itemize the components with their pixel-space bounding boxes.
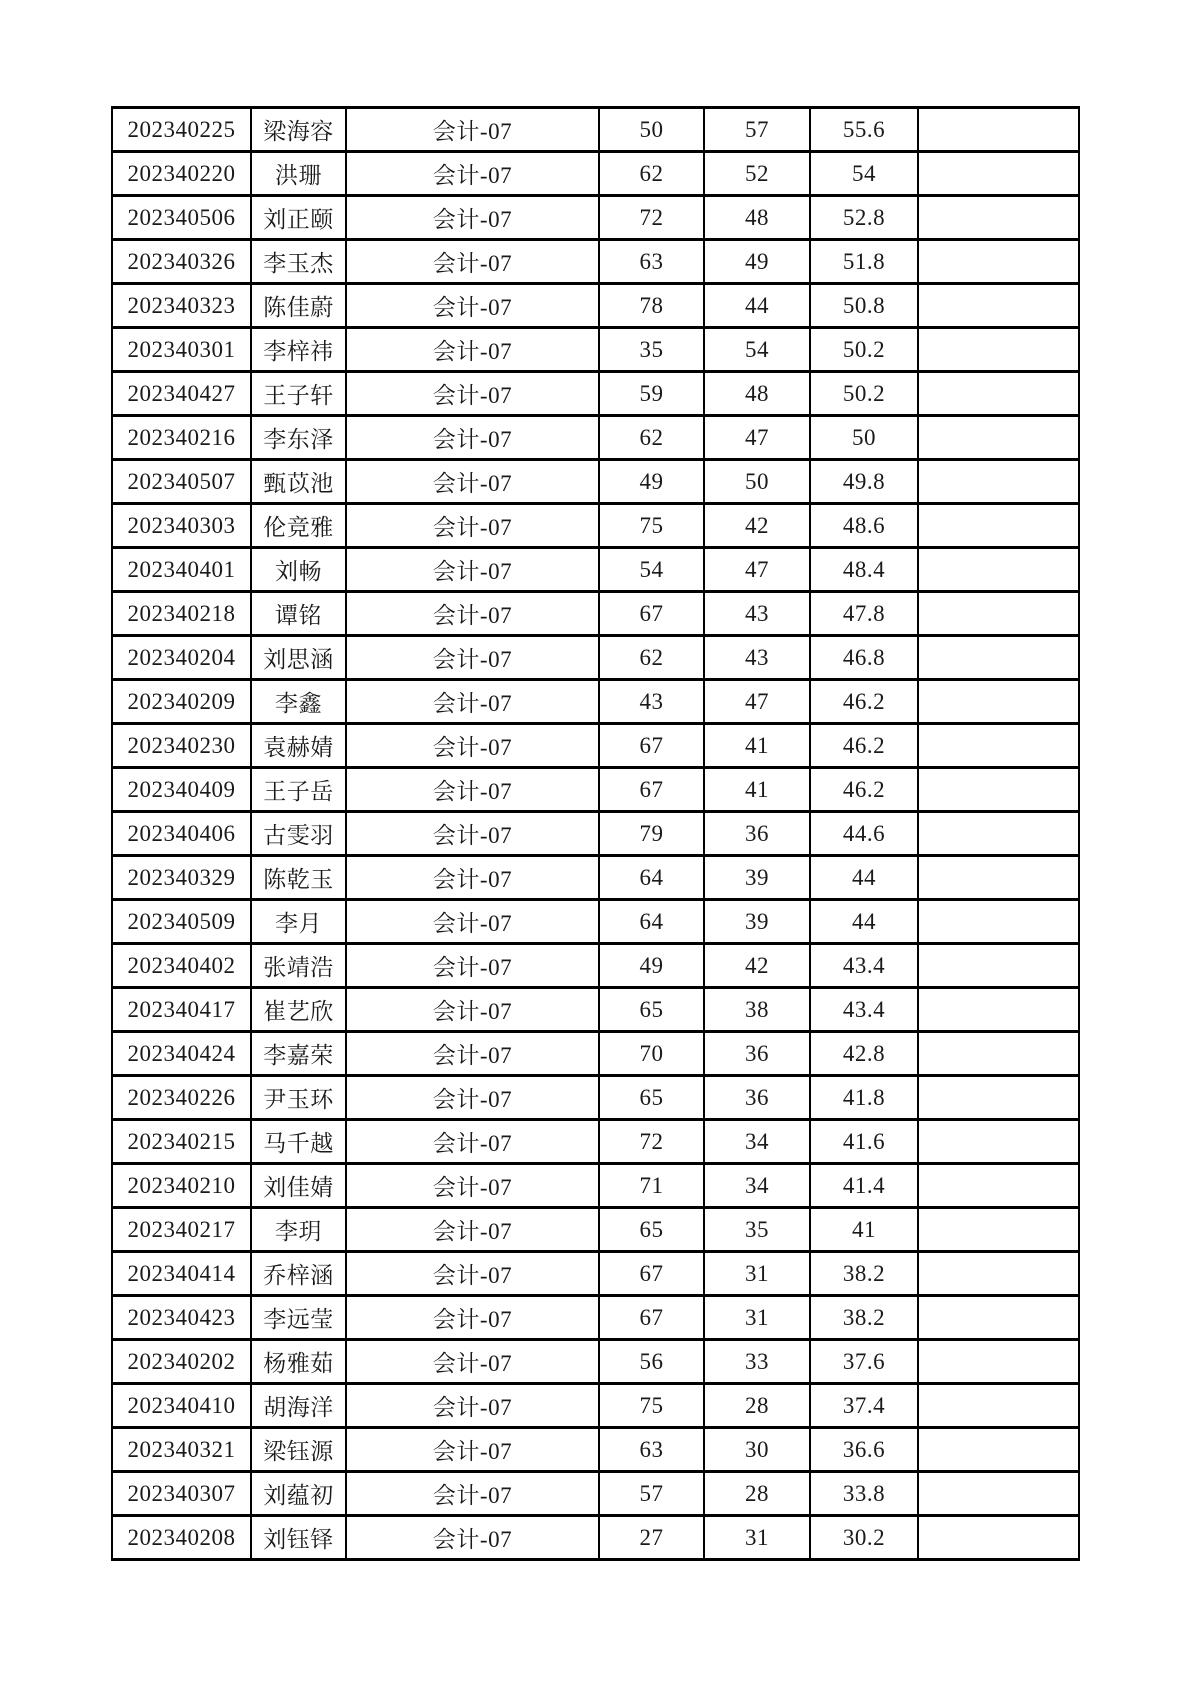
note-cell (918, 460, 1079, 504)
final-score-cell: 54 (810, 152, 918, 196)
student-name-cell: 陈佳蔚 (251, 284, 346, 328)
student-id-cell: 202340326 (112, 240, 251, 284)
class-cell: 会计-07 (346, 1120, 599, 1164)
class-cell: 会计-07 (346, 724, 599, 768)
student-name-cell: 王子轩 (251, 372, 346, 416)
score1-cell: 49 (599, 460, 704, 504)
table-row (112, 1032, 1079, 1076)
score2-cell: 50 (704, 460, 810, 504)
final-score-cell: 46.2 (810, 768, 918, 812)
class-cell: 会计-07 (346, 944, 599, 988)
student-id-cell: 202340402 (112, 944, 251, 988)
score2-cell: 44 (704, 284, 810, 328)
final-score-cell: 46.2 (810, 680, 918, 724)
student-id-cell: 202340329 (112, 856, 251, 900)
student-name-cell: 李梓祎 (251, 328, 346, 372)
score1-cell: 67 (599, 1296, 704, 1340)
class-cell: 会计-07 (346, 768, 599, 812)
student-id-cell: 202340417 (112, 988, 251, 1032)
class-cell: 会计-07 (346, 636, 599, 680)
final-score-cell: 41.6 (810, 1120, 918, 1164)
note-cell (918, 680, 1079, 724)
student-name-cell: 古雯羽 (251, 812, 346, 856)
table-row (112, 108, 1079, 152)
note-cell (918, 152, 1079, 196)
student-name-cell: 刘思涵 (251, 636, 346, 680)
class-cell: 会计-07 (346, 460, 599, 504)
table-row (112, 1340, 1079, 1384)
score1-cell: 64 (599, 856, 704, 900)
table-row (112, 592, 1079, 636)
score2-cell: 33 (704, 1340, 810, 1384)
note-cell (918, 944, 1079, 988)
student-id-cell: 202340424 (112, 1032, 251, 1076)
note-cell (918, 812, 1079, 856)
student-name-cell: 尹玉环 (251, 1076, 346, 1120)
final-score-cell: 47.8 (810, 592, 918, 636)
student-name-cell: 马千越 (251, 1120, 346, 1164)
student-name-cell: 甄苡池 (251, 460, 346, 504)
score1-cell: 62 (599, 416, 704, 460)
final-score-cell: 44 (810, 856, 918, 900)
class-cell: 会计-07 (346, 988, 599, 1032)
table-row (112, 1164, 1079, 1208)
student-id-cell: 202340220 (112, 152, 251, 196)
score2-cell: 42 (704, 944, 810, 988)
score2-cell: 36 (704, 1076, 810, 1120)
final-score-cell: 50.8 (810, 284, 918, 328)
class-cell: 会计-07 (346, 1252, 599, 1296)
class-cell: 会计-07 (346, 680, 599, 724)
note-cell (918, 284, 1079, 328)
student-id-cell: 202340506 (112, 196, 251, 240)
student-name-cell: 张靖浩 (251, 944, 346, 988)
score2-cell: 34 (704, 1120, 810, 1164)
score2-cell: 36 (704, 812, 810, 856)
table-row (112, 1296, 1079, 1340)
score1-cell: 59 (599, 372, 704, 416)
score1-cell: 62 (599, 636, 704, 680)
note-cell (918, 768, 1079, 812)
student-id-cell: 202340301 (112, 328, 251, 372)
note-cell (918, 1340, 1079, 1384)
final-score-cell: 38.2 (810, 1296, 918, 1340)
final-score-cell: 50 (810, 416, 918, 460)
score2-cell: 47 (704, 680, 810, 724)
score2-cell: 31 (704, 1296, 810, 1340)
student-name-cell: 刘钰铎 (251, 1516, 346, 1560)
final-score-cell: 55.6 (810, 108, 918, 152)
student-id-cell: 202340216 (112, 416, 251, 460)
score1-cell: 50 (599, 108, 704, 152)
score2-cell: 57 (704, 108, 810, 152)
table-row (112, 460, 1079, 504)
table-row (112, 416, 1079, 460)
table-row (112, 196, 1079, 240)
final-score-cell: 49.8 (810, 460, 918, 504)
score1-cell: 75 (599, 504, 704, 548)
note-cell (918, 900, 1079, 944)
score2-cell: 39 (704, 900, 810, 944)
score1-cell: 71 (599, 1164, 704, 1208)
student-id-cell: 202340409 (112, 768, 251, 812)
final-score-cell: 48.4 (810, 548, 918, 592)
note-cell (918, 1384, 1079, 1428)
score1-cell: 67 (599, 1252, 704, 1296)
class-cell: 会计-07 (346, 108, 599, 152)
score2-cell: 31 (704, 1516, 810, 1560)
student-id-cell: 202340218 (112, 592, 251, 636)
student-name-cell: 杨雅茹 (251, 1340, 346, 1384)
student-name-cell: 梁钰源 (251, 1428, 346, 1472)
table-row (112, 1120, 1079, 1164)
score1-cell: 27 (599, 1516, 704, 1560)
table-row (112, 328, 1079, 372)
score1-cell: 62 (599, 152, 704, 196)
student-id-cell: 202340423 (112, 1296, 251, 1340)
score1-cell: 75 (599, 1384, 704, 1428)
table-row (112, 812, 1079, 856)
score2-cell: 34 (704, 1164, 810, 1208)
final-score-cell: 48.6 (810, 504, 918, 548)
class-cell: 会计-07 (346, 416, 599, 460)
note-cell (918, 1472, 1079, 1516)
final-score-cell: 46.8 (810, 636, 918, 680)
score1-cell: 57 (599, 1472, 704, 1516)
note-cell (918, 988, 1079, 1032)
class-cell: 会计-07 (346, 1516, 599, 1560)
student-name-cell: 刘蕴初 (251, 1472, 346, 1516)
score1-cell: 49 (599, 944, 704, 988)
student-id-cell: 202340307 (112, 1472, 251, 1516)
score2-cell: 39 (704, 856, 810, 900)
final-score-cell: 44 (810, 900, 918, 944)
score1-cell: 67 (599, 768, 704, 812)
student-name-cell: 王子岳 (251, 768, 346, 812)
class-cell: 会计-07 (346, 1428, 599, 1472)
score1-cell: 67 (599, 592, 704, 636)
class-cell: 会计-07 (346, 1296, 599, 1340)
class-cell: 会计-07 (346, 592, 599, 636)
student-name-cell: 刘畅 (251, 548, 346, 592)
score1-cell: 35 (599, 328, 704, 372)
student-id-cell: 202340210 (112, 1164, 251, 1208)
table-row (112, 372, 1079, 416)
class-cell: 会计-07 (346, 1340, 599, 1384)
score1-cell: 65 (599, 1208, 704, 1252)
score2-cell: 52 (704, 152, 810, 196)
score1-cell: 70 (599, 1032, 704, 1076)
score2-cell: 54 (704, 328, 810, 372)
student-name-cell: 刘佳婧 (251, 1164, 346, 1208)
score1-cell: 79 (599, 812, 704, 856)
score1-cell: 63 (599, 1428, 704, 1472)
class-cell: 会计-07 (346, 504, 599, 548)
student-name-cell: 谭铭 (251, 592, 346, 636)
table-row (112, 680, 1079, 724)
final-score-cell: 30.2 (810, 1516, 918, 1560)
table-row (112, 1516, 1079, 1560)
score2-cell: 47 (704, 416, 810, 460)
table-row (112, 1252, 1079, 1296)
score1-cell: 72 (599, 1120, 704, 1164)
final-score-cell: 43.4 (810, 988, 918, 1032)
class-cell: 会计-07 (346, 1472, 599, 1516)
class-cell: 会计-07 (346, 328, 599, 372)
note-cell (918, 592, 1079, 636)
student-name-cell: 崔艺欣 (251, 988, 346, 1032)
score2-cell: 41 (704, 768, 810, 812)
final-score-cell: 44.6 (810, 812, 918, 856)
score2-cell: 30 (704, 1428, 810, 1472)
note-cell (918, 108, 1079, 152)
table-row (112, 988, 1079, 1032)
student-id-cell: 202340208 (112, 1516, 251, 1560)
final-score-cell: 38.2 (810, 1252, 918, 1296)
table-row (112, 152, 1079, 196)
final-score-cell: 50.2 (810, 328, 918, 372)
class-cell: 会计-07 (346, 548, 599, 592)
table-row (112, 944, 1079, 988)
student-name-cell: 李玥 (251, 1208, 346, 1252)
table-row (112, 1076, 1079, 1120)
note-cell (918, 1428, 1079, 1472)
note-cell (918, 372, 1079, 416)
score2-cell: 31 (704, 1252, 810, 1296)
note-cell (918, 328, 1079, 372)
table-row (112, 768, 1079, 812)
score2-cell: 48 (704, 372, 810, 416)
student-id-cell: 202340401 (112, 548, 251, 592)
class-cell: 会计-07 (346, 1208, 599, 1252)
note-cell (918, 1164, 1079, 1208)
score2-cell: 35 (704, 1208, 810, 1252)
student-id-cell: 202340226 (112, 1076, 251, 1120)
score1-cell: 54 (599, 548, 704, 592)
score2-cell: 43 (704, 592, 810, 636)
student-id-cell: 202340509 (112, 900, 251, 944)
score1-cell: 56 (599, 1340, 704, 1384)
student-id-cell: 202340507 (112, 460, 251, 504)
final-score-cell: 37.4 (810, 1384, 918, 1428)
note-cell (918, 1516, 1079, 1560)
score2-cell: 48 (704, 196, 810, 240)
student-id-cell: 202340406 (112, 812, 251, 856)
score1-cell: 63 (599, 240, 704, 284)
table-row (112, 1472, 1079, 1516)
student-name-cell: 伦竞雅 (251, 504, 346, 548)
note-cell (918, 548, 1079, 592)
student-name-cell: 乔梓涵 (251, 1252, 346, 1296)
student-name-cell: 李嘉荣 (251, 1032, 346, 1076)
table-row (112, 284, 1079, 328)
student-id-cell: 202340230 (112, 724, 251, 768)
student-name-cell: 洪珊 (251, 152, 346, 196)
score1-cell: 67 (599, 724, 704, 768)
student-id-cell: 202340202 (112, 1340, 251, 1384)
class-cell: 会计-07 (346, 240, 599, 284)
score2-cell: 36 (704, 1032, 810, 1076)
final-score-cell: 36.6 (810, 1428, 918, 1472)
score2-cell: 47 (704, 548, 810, 592)
note-cell (918, 1032, 1079, 1076)
class-cell: 会计-07 (346, 1076, 599, 1120)
table-row (112, 856, 1079, 900)
score2-cell: 42 (704, 504, 810, 548)
student-id-cell: 202340225 (112, 108, 251, 152)
final-score-cell: 43.4 (810, 944, 918, 988)
student-score-table (111, 106, 1080, 1561)
student-id-cell: 202340209 (112, 680, 251, 724)
class-cell: 会计-07 (346, 1164, 599, 1208)
score1-cell: 64 (599, 900, 704, 944)
student-name-cell: 李玉杰 (251, 240, 346, 284)
student-name-cell: 李东泽 (251, 416, 346, 460)
student-id-cell: 202340303 (112, 504, 251, 548)
final-score-cell: 41.4 (810, 1164, 918, 1208)
score2-cell: 41 (704, 724, 810, 768)
student-id-cell: 202340427 (112, 372, 251, 416)
final-score-cell: 52.8 (810, 196, 918, 240)
table-row (112, 1208, 1079, 1252)
note-cell (918, 504, 1079, 548)
student-name-cell: 袁赫婧 (251, 724, 346, 768)
student-name-cell: 梁海容 (251, 108, 346, 152)
note-cell (918, 1252, 1079, 1296)
class-cell: 会计-07 (346, 196, 599, 240)
score2-cell: 43 (704, 636, 810, 680)
student-name-cell: 李远莹 (251, 1296, 346, 1340)
score1-cell: 43 (599, 680, 704, 724)
note-cell (918, 724, 1079, 768)
student-name-cell: 李月 (251, 900, 346, 944)
note-cell (918, 1208, 1079, 1252)
score2-cell: 28 (704, 1384, 810, 1428)
class-cell: 会计-07 (346, 1384, 599, 1428)
class-cell: 会计-07 (346, 900, 599, 944)
score1-cell: 72 (599, 196, 704, 240)
table-row (112, 1428, 1079, 1472)
student-id-cell: 202340410 (112, 1384, 251, 1428)
note-cell (918, 856, 1079, 900)
final-score-cell: 46.2 (810, 724, 918, 768)
score2-cell: 38 (704, 988, 810, 1032)
note-cell (918, 416, 1079, 460)
note-cell (918, 1076, 1079, 1120)
class-cell: 会计-07 (346, 284, 599, 328)
student-id-cell: 202340204 (112, 636, 251, 680)
student-id-cell: 202340217 (112, 1208, 251, 1252)
table-row (112, 636, 1079, 680)
final-score-cell: 33.8 (810, 1472, 918, 1516)
student-id-cell: 202340321 (112, 1428, 251, 1472)
class-cell: 会计-07 (346, 372, 599, 416)
final-score-cell: 37.6 (810, 1340, 918, 1384)
final-score-cell: 51.8 (810, 240, 918, 284)
class-cell: 会计-07 (346, 1032, 599, 1076)
class-cell: 会计-07 (346, 812, 599, 856)
table-row (112, 240, 1079, 284)
student-id-cell: 202340414 (112, 1252, 251, 1296)
table-row (112, 504, 1079, 548)
table-row (112, 900, 1079, 944)
student-name-cell: 陈乾玉 (251, 856, 346, 900)
score2-cell: 28 (704, 1472, 810, 1516)
student-name-cell: 胡海洋 (251, 1384, 346, 1428)
final-score-cell: 41.8 (810, 1076, 918, 1120)
final-score-cell: 42.8 (810, 1032, 918, 1076)
score1-cell: 65 (599, 988, 704, 1032)
class-cell: 会计-07 (346, 152, 599, 196)
note-cell (918, 196, 1079, 240)
final-score-cell: 50.2 (810, 372, 918, 416)
student-id-cell: 202340215 (112, 1120, 251, 1164)
student-name-cell: 刘正颐 (251, 196, 346, 240)
score1-cell: 65 (599, 1076, 704, 1120)
score-table-body (112, 108, 1079, 1560)
student-id-cell: 202340323 (112, 284, 251, 328)
note-cell (918, 240, 1079, 284)
note-cell (918, 636, 1079, 680)
note-cell (918, 1296, 1079, 1340)
table-row (112, 548, 1079, 592)
note-cell (918, 1120, 1079, 1164)
table-row (112, 1384, 1079, 1428)
table-row (112, 724, 1079, 768)
class-cell: 会计-07 (346, 856, 599, 900)
student-name-cell: 李鑫 (251, 680, 346, 724)
score1-cell: 78 (599, 284, 704, 328)
final-score-cell: 41 (810, 1208, 918, 1252)
score2-cell: 49 (704, 240, 810, 284)
